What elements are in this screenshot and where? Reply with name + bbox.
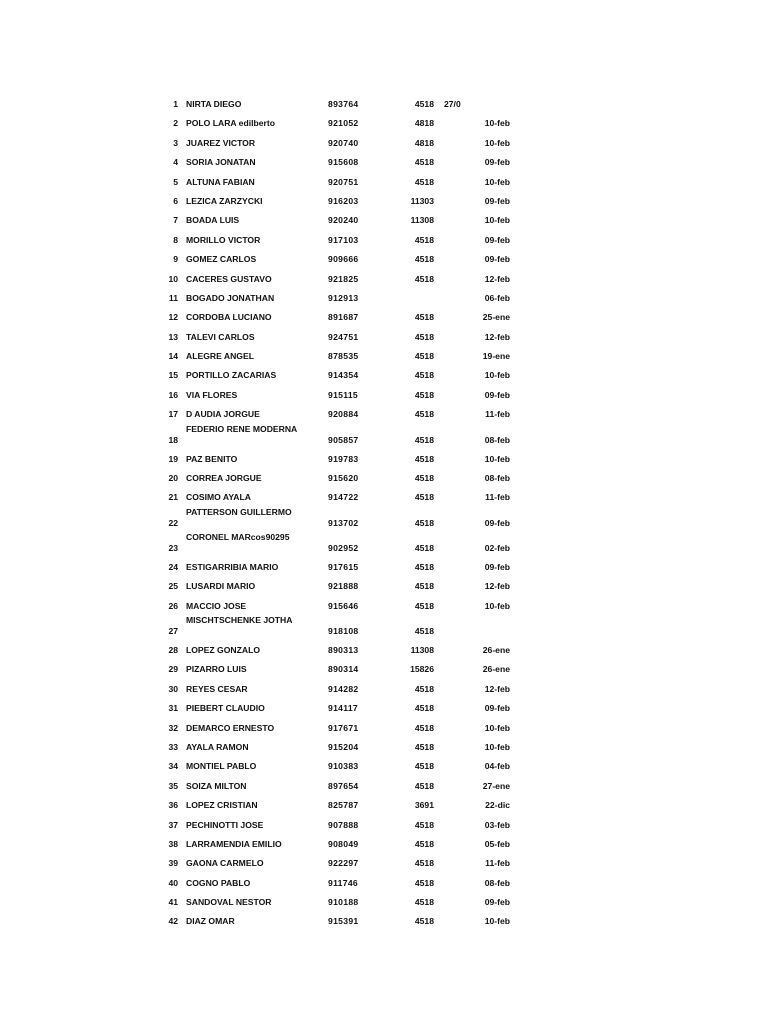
row-value: 4518 <box>414 683 434 694</box>
row-date: 10-feb <box>484 600 510 611</box>
row-code: 915391 <box>328 916 359 927</box>
row-value: 4518 <box>414 473 434 484</box>
table-row <box>0 640 768 659</box>
row-code: 909666 <box>328 254 359 265</box>
row-name: LUSARDI MARIO <box>186 581 256 592</box>
row-extra: 27/0 <box>444 99 461 109</box>
row-number: 9 <box>173 254 178 265</box>
row-value: 3691 <box>414 800 434 811</box>
row-code: 902952 <box>328 542 359 553</box>
table-row <box>0 487 768 506</box>
row-date: 10-feb <box>484 137 510 148</box>
row-name: PIZARRO LUIS <box>186 664 247 675</box>
row-code: 914117 <box>328 703 359 714</box>
row-value: 4518 <box>414 331 434 342</box>
table-row <box>0 615 768 640</box>
table-row <box>0 834 768 853</box>
row-number: 23 <box>168 542 178 553</box>
row-name: FEDERIO RENE MODERNA <box>186 423 298 434</box>
row-value: 4518 <box>414 434 434 445</box>
row-date: 09-feb <box>484 897 510 908</box>
table-row <box>0 346 768 365</box>
table-row <box>0 718 768 737</box>
row-value: 15826 <box>410 664 434 675</box>
table-row <box>0 307 768 326</box>
row-value: 4518 <box>414 581 434 592</box>
row-name: LOPEZ GONZALO <box>186 644 260 655</box>
row-date: 09-feb <box>484 517 510 528</box>
row-code: 914282 <box>328 683 359 694</box>
row-value: 4518 <box>414 858 434 869</box>
row-value: 4518 <box>414 453 434 464</box>
row-number: 33 <box>168 741 178 752</box>
row-value: 4518 <box>414 254 434 265</box>
row-name: ALEGRE ANGEL <box>186 351 254 362</box>
row-value: 4518 <box>414 819 434 830</box>
row-date: 05-feb <box>484 838 510 849</box>
row-number: 24 <box>168 561 178 572</box>
row-code: 924751 <box>328 331 359 342</box>
row-date: 10-feb <box>484 118 510 129</box>
table-row <box>0 911 768 930</box>
row-date: 27-ene <box>482 780 510 791</box>
row-value: 4518 <box>414 312 434 323</box>
row-code: 915646 <box>328 600 359 611</box>
table-row <box>0 152 768 171</box>
row-value: 4518 <box>414 351 434 362</box>
row-name: GAONA CARMELO <box>186 858 264 869</box>
row-number: 10 <box>168 273 178 284</box>
row-date: 11-feb <box>485 409 510 420</box>
row-name: LEZICA ZARZYCKI <box>186 195 263 206</box>
row-number: 5 <box>173 176 178 187</box>
row-code: 920884 <box>328 409 359 420</box>
row-code: 897654 <box>328 780 359 791</box>
row-code: 918108 <box>328 625 359 636</box>
row-date: 12-feb <box>484 331 510 342</box>
table-row <box>0 659 768 678</box>
table-row <box>0 507 768 532</box>
table-row <box>0 449 768 468</box>
row-code: 915620 <box>328 473 359 484</box>
row-value: 4518 <box>414 625 434 636</box>
row-number: 4 <box>173 157 178 168</box>
row-name: MONTIEL PABLO <box>186 761 257 772</box>
row-code: 922297 <box>328 858 359 869</box>
row-number: 12 <box>168 312 178 323</box>
row-name: DIAZ OMAR <box>186 916 235 927</box>
row-number: 22 <box>168 517 178 528</box>
row-date: 09-feb <box>484 195 510 206</box>
row-number: 2 <box>173 118 178 129</box>
row-value: 4818 <box>414 137 434 148</box>
row-name: COSIMO AYALA <box>186 492 251 503</box>
row-value: 4518 <box>414 389 434 400</box>
table-row <box>0 133 768 152</box>
row-name: MORILLO VICTOR <box>186 234 261 245</box>
row-code: 890314 <box>328 664 359 675</box>
table-row <box>0 737 768 756</box>
row-name: NIRTA DIEGO <box>186 99 242 109</box>
row-date: 09-feb <box>484 254 510 265</box>
row-name: TALEVI CARLOS <box>186 331 255 342</box>
row-date: 08-feb <box>484 473 510 484</box>
table-row <box>0 756 768 775</box>
table-row <box>0 327 768 346</box>
row-value: 4518 <box>414 600 434 611</box>
row-date: 22-dic <box>485 800 510 811</box>
row-code: 917671 <box>328 722 359 733</box>
row-number: 8 <box>173 234 178 245</box>
row-number: 17 <box>168 409 178 420</box>
row-name: MACCIO JOSE <box>186 600 247 611</box>
row-date: 09-feb <box>484 234 510 245</box>
row-code: 914722 <box>328 492 359 503</box>
table-row <box>0 210 768 229</box>
table-row <box>0 873 768 892</box>
row-value: 4518 <box>414 780 434 791</box>
row-code: 915608 <box>328 157 359 168</box>
table-row <box>0 795 768 814</box>
row-number: 34 <box>168 761 178 772</box>
row-code: 878535 <box>328 351 359 362</box>
row-number: 3 <box>173 137 178 148</box>
row-code: 908049 <box>328 838 359 849</box>
row-number: 15 <box>168 370 178 381</box>
row-value: 4518 <box>414 409 434 420</box>
table-row <box>0 679 768 698</box>
row-name: PIEBERT CLAUDIO <box>186 703 265 714</box>
row-code: 911746 <box>328 877 359 888</box>
row-name: PECHINOTTI JOSE <box>186 819 264 830</box>
row-number: 32 <box>168 722 178 733</box>
row-name: LOPEZ CRISTIAN <box>186 800 258 811</box>
table-row <box>0 815 768 834</box>
row-number: 14 <box>168 351 178 362</box>
row-code: 910383 <box>328 761 359 772</box>
row-date: 12-feb <box>484 273 510 284</box>
row-value: 4518 <box>414 517 434 528</box>
row-code: 913702 <box>328 517 359 528</box>
row-number: 42 <box>168 916 178 927</box>
row-code: 921888 <box>328 581 359 592</box>
row-value: 11303 <box>410 195 434 206</box>
row-code: 921825 <box>328 273 359 284</box>
row-date: 11-feb <box>485 858 510 869</box>
row-number: 7 <box>173 215 178 226</box>
row-number: 19 <box>168 453 178 464</box>
row-number: 27 <box>168 625 178 636</box>
row-value: 4518 <box>414 176 434 187</box>
row-value: 4518 <box>414 877 434 888</box>
row-date: 10-feb <box>484 916 510 927</box>
row-value: 4518 <box>414 492 434 503</box>
row-name: BOADA LUIS <box>186 215 240 226</box>
row-value: 4518 <box>414 741 434 752</box>
table-row <box>0 776 768 795</box>
row-name: DEMARCO ERNESTO <box>186 722 275 733</box>
row-date: 04-feb <box>484 761 510 772</box>
row-date: 12-feb <box>484 683 510 694</box>
row-name: D AUDIA JORGUE <box>186 409 260 420</box>
table-row <box>0 532 768 557</box>
row-name: BOGADO JONATHAN <box>186 292 275 303</box>
row-code: 920240 <box>328 215 359 226</box>
row-value: 4518 <box>414 703 434 714</box>
row-code: 921052 <box>328 118 359 129</box>
row-date: 11-feb <box>485 492 510 503</box>
table-row <box>0 94 768 113</box>
table-row <box>0 576 768 595</box>
row-date: 09-feb <box>484 389 510 400</box>
row-name: PATTERSON GUILLERMO <box>186 506 292 517</box>
row-code: 912913 <box>328 292 359 303</box>
row-name: SOIZA MILTON <box>186 780 247 791</box>
row-value: 4518 <box>414 99 434 109</box>
row-name: POLO LARA edilberto <box>186 118 275 129</box>
row-code: 905857 <box>328 434 359 445</box>
row-name: ESTIGARRIBIA MARIO <box>186 561 279 572</box>
row-code: 891687 <box>328 312 359 323</box>
row-name: CORREA JORGUE <box>186 473 262 484</box>
row-number: 30 <box>168 683 178 694</box>
row-number: 25 <box>168 581 178 592</box>
row-code: 915115 <box>328 389 359 400</box>
row-number: 16 <box>168 389 178 400</box>
row-number: 21 <box>168 492 178 503</box>
row-name: SANDOVAL NESTOR <box>186 897 272 908</box>
row-code: 920751 <box>328 176 359 187</box>
row-number: 18 <box>168 434 178 445</box>
row-code: 915204 <box>328 741 359 752</box>
row-date: 10-feb <box>484 370 510 381</box>
row-date: 10-feb <box>484 176 510 187</box>
table-row <box>0 468 768 487</box>
row-code: 919783 <box>328 453 359 464</box>
row-name: MISCHTSCHENKE JOTHA <box>186 614 293 625</box>
row-code: 917615 <box>328 561 359 572</box>
row-value: 11308 <box>410 644 434 655</box>
row-number: 37 <box>168 819 178 830</box>
row-date: 10-feb <box>484 453 510 464</box>
table-row <box>0 365 768 384</box>
row-number: 26 <box>168 600 178 611</box>
table-row <box>0 698 768 717</box>
row-value: 4518 <box>414 370 434 381</box>
row-value: 11308 <box>410 215 434 226</box>
row-number: 41 <box>168 897 178 908</box>
row-number: 29 <box>168 664 178 675</box>
row-date: 02-feb <box>484 542 510 553</box>
row-number: 13 <box>168 331 178 342</box>
row-name: SORIA JONATAN <box>186 157 256 168</box>
row-name: JUAREZ VICTOR <box>186 137 256 148</box>
row-number: 31 <box>168 703 178 714</box>
row-code: 916203 <box>328 195 359 206</box>
row-number: 6 <box>173 195 178 206</box>
row-code: 914354 <box>328 370 359 381</box>
row-number: 38 <box>168 838 178 849</box>
row-date: 19-ene <box>482 351 510 362</box>
table-row <box>0 557 768 576</box>
row-name: COGNO PABLO <box>186 877 251 888</box>
row-name: AYALA RAMON <box>186 741 249 752</box>
row-code: 910188 <box>328 897 359 908</box>
row-name: CORONEL MARcos90295 <box>186 531 290 542</box>
row-code: 917103 <box>328 234 359 245</box>
row-value: 4518 <box>414 157 434 168</box>
row-name: LARRAMENDIA EMILIO <box>186 838 282 849</box>
row-number: 11 <box>168 292 178 303</box>
row-date: 03-feb <box>484 819 510 830</box>
row-date: 26-ene <box>482 644 510 655</box>
row-date: 25-ene <box>482 312 510 323</box>
table-row <box>0 596 768 615</box>
row-name: CORDOBA LUCIANO <box>186 312 272 323</box>
row-number: 39 <box>168 858 178 869</box>
row-date: 08-feb <box>484 434 510 445</box>
row-number: 40 <box>168 877 178 888</box>
row-value: 4518 <box>414 761 434 772</box>
row-value: 4818 <box>414 118 434 129</box>
row-date: 09-feb <box>484 157 510 168</box>
table-row <box>0 424 768 449</box>
row-date: 09-feb <box>484 703 510 714</box>
row-value: 4518 <box>414 897 434 908</box>
row-name: PORTILLO ZACARIAS <box>186 370 277 381</box>
table-row <box>0 288 768 307</box>
row-value: 4518 <box>414 838 434 849</box>
row-number: 36 <box>168 800 178 811</box>
row-name: CACERES GUSTAVO <box>186 273 272 284</box>
table-row <box>0 113 768 132</box>
row-date: 09-feb <box>484 561 510 572</box>
row-code: 920740 <box>328 137 359 148</box>
table-row <box>0 172 768 191</box>
row-date: 10-feb <box>484 741 510 752</box>
row-name: VIA FLORES <box>186 389 238 400</box>
row-value: 4518 <box>414 273 434 284</box>
row-code: 890313 <box>328 644 359 655</box>
row-date: 08-feb <box>484 877 510 888</box>
row-code: 907888 <box>328 819 359 830</box>
row-code: 825787 <box>328 800 359 811</box>
table-row <box>0 249 768 268</box>
row-value: 4518 <box>414 916 434 927</box>
row-value: 4518 <box>414 234 434 245</box>
row-name: REYES CESAR <box>186 683 248 694</box>
row-name: PAZ BENITO <box>186 453 238 464</box>
roster-table <box>0 94 768 931</box>
row-code: 893764 <box>328 99 359 109</box>
row-name: ALTUNA FABIAN <box>186 176 255 187</box>
row-date: 10-feb <box>484 722 510 733</box>
table-row <box>0 853 768 872</box>
table-row <box>0 230 768 249</box>
table-row <box>0 191 768 210</box>
row-name: GOMEZ CARLOS <box>186 254 257 265</box>
row-date: 06-feb <box>484 292 510 303</box>
row-date: 26-ene <box>482 664 510 675</box>
table-row <box>0 404 768 423</box>
table-row <box>0 892 768 911</box>
table-row <box>0 269 768 288</box>
row-number: 35 <box>168 780 178 791</box>
row-value: 4518 <box>414 561 434 572</box>
row-number: 1 <box>173 99 178 109</box>
row-date: 10-feb <box>484 215 510 226</box>
row-number: 20 <box>168 473 178 484</box>
table-row <box>0 385 768 404</box>
row-value: 4518 <box>414 542 434 553</box>
row-number: 28 <box>168 644 178 655</box>
row-date: 12-feb <box>484 581 510 592</box>
row-value: 4518 <box>414 722 434 733</box>
